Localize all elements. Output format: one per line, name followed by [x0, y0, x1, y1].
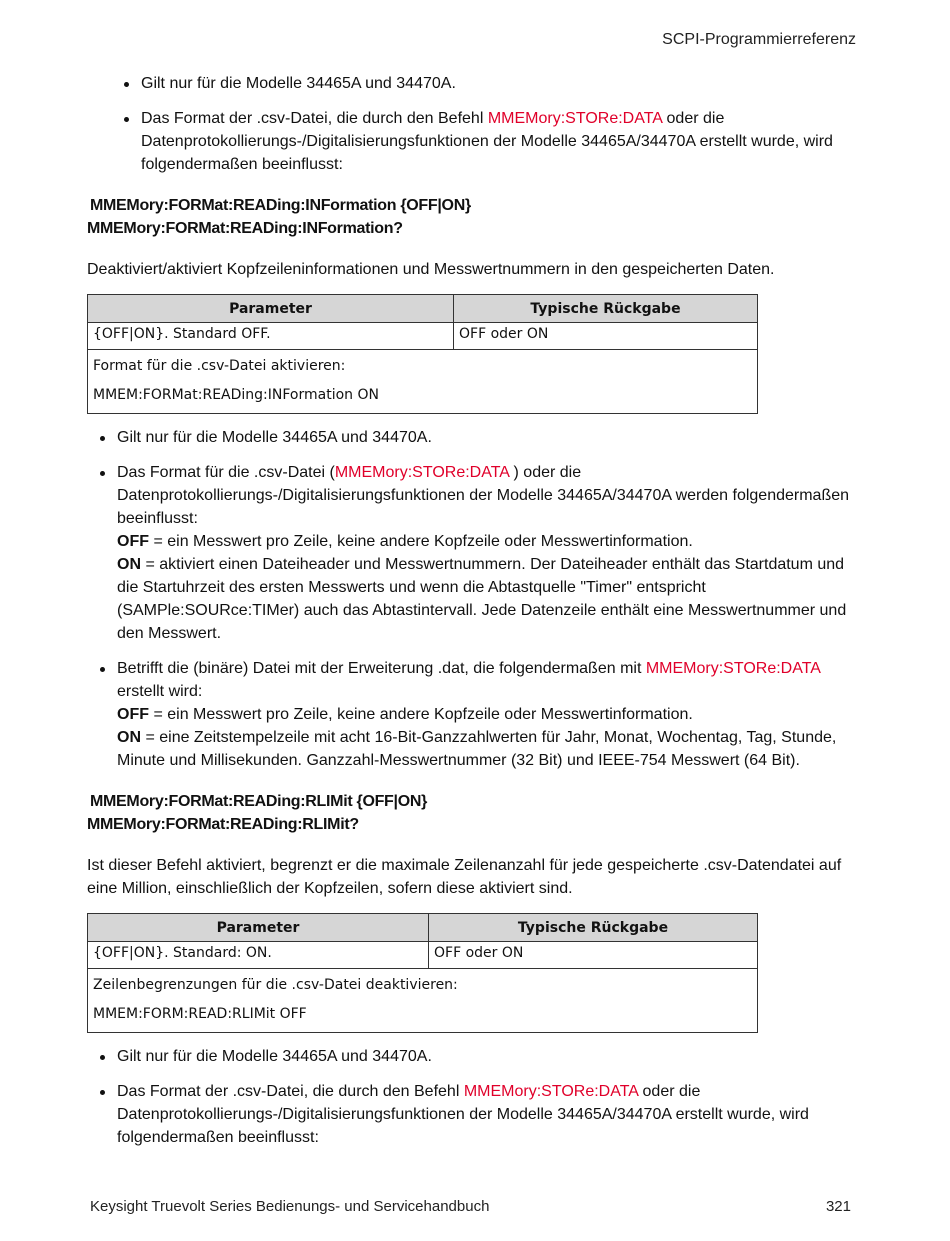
- store-data-link[interactable]: MMEMory:STORe:DATA: [334, 464, 510, 481]
- off-keyword: OFF: [117, 706, 149, 723]
- bullet-text: oder die Datenprotokollierungs-/Digitalisierungsfunktionen der Modelle 34465A/34470A erstellt wurde, wird folgendermaßen beeinflusst:: [141, 110, 833, 173]
- bullet-text: Betrifft die (binäre) Datei mit der Erweiterung .dat, die folgendermaßen mit: [117, 660, 646, 677]
- bullet-text: = ein Messwert pro Zeile, keine andere Kopfzeile oder Messwertinformation.: [149, 533, 693, 550]
- page-content: [87, 72, 862, 1161]
- table-header-return: Typische Rückgabe: [454, 295, 758, 323]
- bullet-text: Gilt nur für die Modelle 34465A und 34470A.: [141, 75, 456, 92]
- command-description: Deaktiviert/aktiviert Kopfzeileninformationen und Messwertnummern in den gespeicherten Daten.: [87, 261, 775, 278]
- list-item: [87, 72, 862, 95]
- example-command: MMEM:FORMat:READing:INFormation ON: [93, 387, 379, 403]
- list-item: [87, 426, 862, 449]
- table-header-return: Typische Rückgabe: [429, 914, 758, 942]
- section2-bullet-list: [87, 1045, 862, 1149]
- bullet-text: Gilt nur für die Modelle 34465A und 34470A.: [117, 1048, 432, 1065]
- bullet-text: ) oder die Datenprotokollierungs-/Digitalisierungsfunktionen der Modelle 34465A/34470A werden folgendermaßen beeinflusst:: [117, 464, 850, 527]
- store-data-link[interactable]: MMEMory:STORe:DATA: [463, 1083, 639, 1100]
- table-example-cell: [88, 969, 758, 1033]
- bullet-text: = ein Messwert pro Zeile, keine andere Kopfzeile oder Messwertinformation.: [149, 706, 693, 723]
- bullet-text: = aktiviert einen Dateiheader und Messwertnummern. Der Dateiheader enthält das Startdatum und die Startuhrzeit des ersten Messwerts und wenn die Abtastquelle "Timer" entspricht (SAMPle:SOURce:TIMer) auch das Abtastintervall. Jede Datenzeile enthält eine Messwertnummer und den Messwert.: [117, 556, 847, 642]
- table-cell-return: OFF oder ON: [429, 942, 758, 969]
- example-label: Format für die .csv-Datei aktivieren:: [93, 358, 346, 374]
- query-syntax: MMEMory:FORMat:READing:RLIMit?: [87, 816, 359, 833]
- table-header-parameter: Parameter: [88, 295, 454, 323]
- bullet-text: erstellt wird:: [117, 683, 203, 700]
- section1-bullet-list: [87, 426, 862, 772]
- list-item: [87, 1080, 862, 1149]
- store-data-link[interactable]: MMEMory:STORe:DATA: [487, 110, 663, 127]
- on-keyword: ON: [117, 729, 141, 746]
- list-item: [87, 657, 862, 772]
- list-item: [87, 107, 862, 176]
- table-cell-parameter: {OFF|ON}. Standard: ON.: [88, 942, 429, 969]
- example-command: MMEM:FORM:READ:RLIMit OFF: [93, 1006, 307, 1022]
- on-keyword: ON: [117, 556, 141, 573]
- list-item: [87, 461, 862, 645]
- off-keyword: OFF: [117, 533, 149, 550]
- intro-bullet-list: [87, 72, 862, 176]
- bullet-text: Das Format für die .csv-Datei (: [117, 464, 335, 481]
- table-header-parameter: Parameter: [88, 914, 429, 942]
- bullet-text: = eine Zeitstempelzeile mit acht 16-Bit-Ganzzahlwerten für Jahr, Monat, Wochentag, Tag, Stunde, Minute und Millisekunden. Ganzzahl-Messwertnummer (32 Bit) und IEEE-754 Messwert (64 Bit).: [117, 729, 837, 769]
- example-label: Zeilenbegrenzungen für die .csv-Datei deaktivieren:: [93, 977, 458, 993]
- bullet-text: Gilt nur für die Modelle 34465A und 34470A.: [117, 429, 432, 446]
- command-syntax: MMEMory:FORMat:READing:INFormation {OFF|ON}: [90, 197, 471, 214]
- table-cell-return: OFF oder ON: [454, 323, 758, 350]
- parameter-table: [87, 913, 758, 1033]
- query-syntax: MMEMory:FORMat:READing:INFormation?: [87, 220, 403, 237]
- bullet-text: Das Format der .csv-Datei, die durch den Befehl: [141, 110, 488, 127]
- footer-manual-title: Keysight Truevolt Series Bedienungs- und Servicehandbuch: [90, 1198, 490, 1215]
- store-data-link[interactable]: MMEMory:STORe:DATA: [645, 660, 821, 677]
- table-cell-parameter: {OFF|ON}. Standard OFF.: [88, 323, 454, 350]
- table-example-cell: [88, 350, 758, 414]
- list-item: [87, 1045, 862, 1068]
- parameter-table: [87, 294, 758, 414]
- bullet-text: oder die Datenprotokollierungs-/Digitalisierungsfunktionen der Modelle 34465A/34470A erstellt wurde, wird folgendermaßen beeinflusst:: [117, 1083, 809, 1146]
- footer-page-number: 321: [825, 1198, 851, 1215]
- page-header-title: SCPI-Programmierreferenz: [662, 31, 856, 48]
- bullet-text: Das Format der .csv-Datei, die durch den Befehl: [117, 1083, 464, 1100]
- command-syntax: MMEMory:FORMat:READing:RLIMit {OFF|ON}: [90, 793, 428, 810]
- command-description: Ist dieser Befehl aktiviert, begrenzt er die maximale Zeilenanzahl für jede gespeicherte .csv-Datendatei auf eine Million, einschließlich der Kopfzeilen, sofern diese aktiviert sind.: [87, 857, 842, 897]
